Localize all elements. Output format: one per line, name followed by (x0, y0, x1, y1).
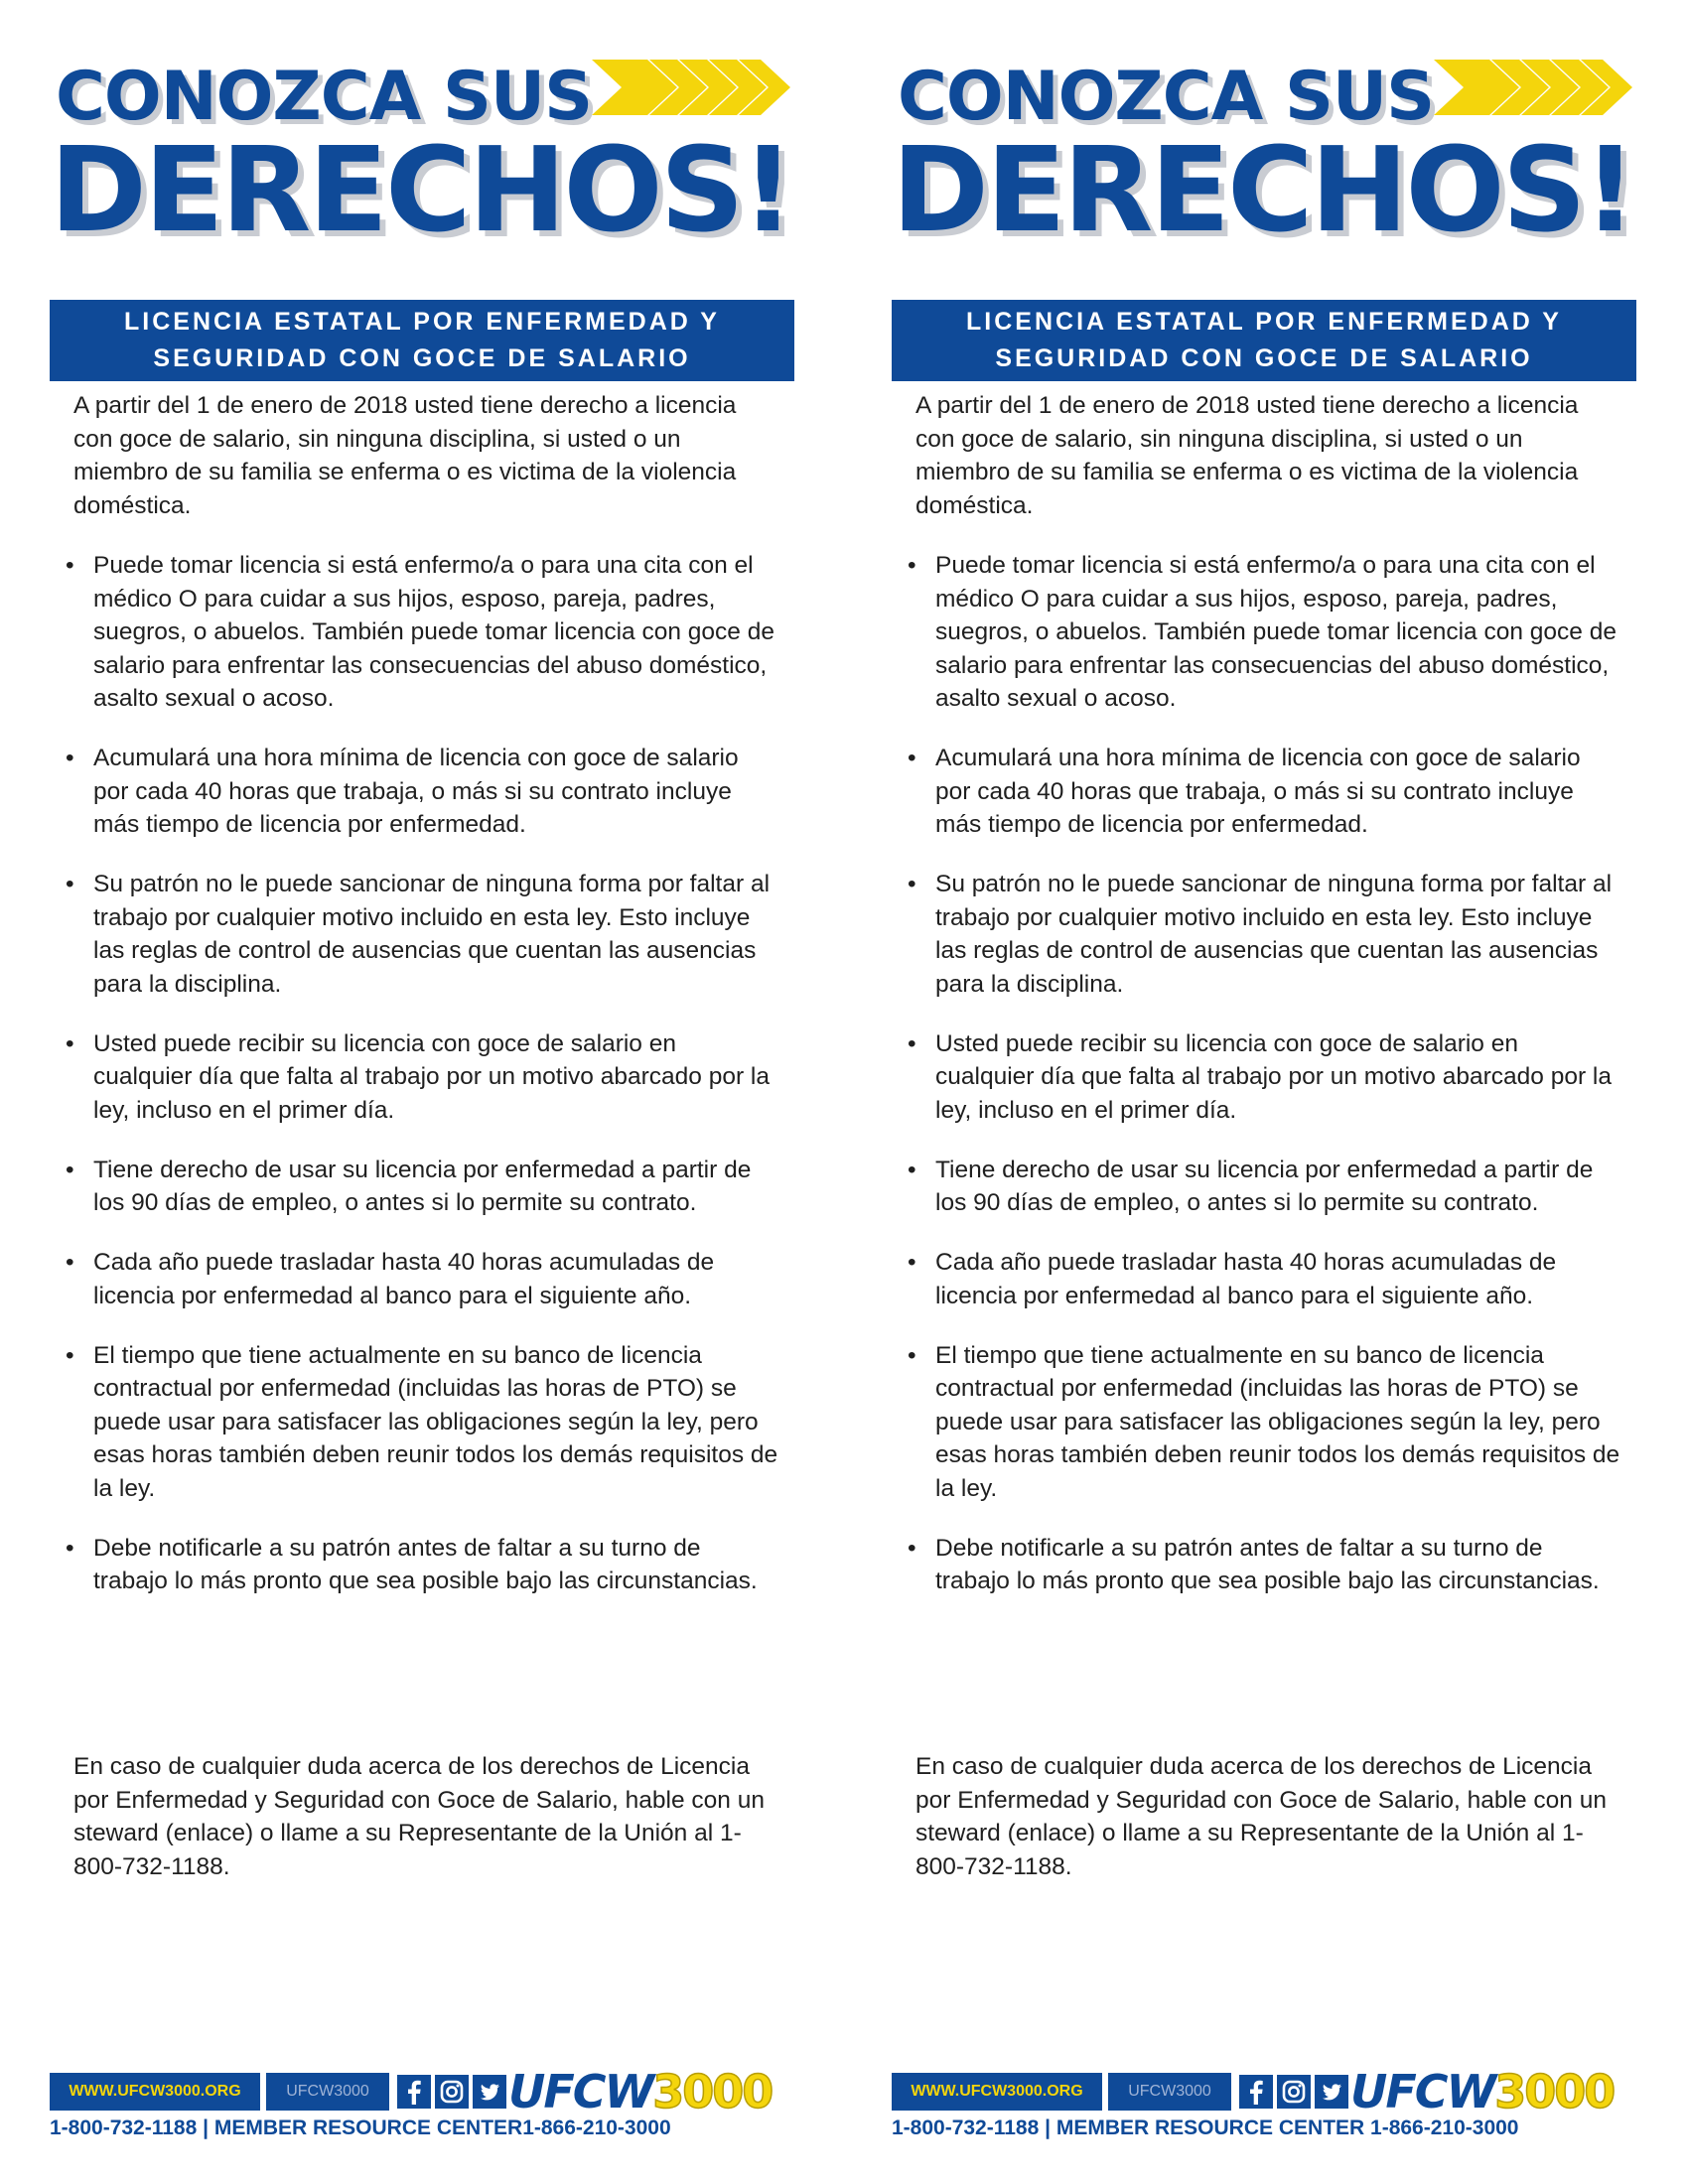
section-banner (892, 300, 1636, 381)
title-block (892, 50, 1636, 258)
contact-line: 1-800-732-1188 | MEMBER RESOURCE CENTER1-866-210-3000 (50, 2116, 671, 2139)
intro-paragraph: A partir del 1 de enero de 2018 usted tiene derecho a licencia con goce de salario, sin ninguna disciplina, si usted o un miembro de su familia se enferma o es victima de la violencia doméstica. (73, 392, 737, 519)
footer (892, 2065, 1636, 2142)
closing-paragraph: En caso de cualquier duda acerca de los derechos de Licencia por Enfermedad y Seguridad con Goce de Salario, hable con un steward (enlace) o llame a su Representante de la Unión al 1-800-732-1188. (915, 1753, 1607, 1880)
instagram-icon[interactable] (435, 2075, 469, 2109)
flyer-left (50, 0, 794, 2184)
triple-chevron-right-icon (1434, 60, 1636, 115)
list-item: • Acumulará una hora mínima de licencia con goce de salario por cada 40 horas que trabaja, o más si su contrato incluye más tiempo de licencia por enfermedad. (73, 742, 778, 842)
list-item: • Cada año puede trasladar hasta 40 horas acumuladas de licencia por enfermedad al banco para el siguiente año. (73, 1246, 778, 1312)
list-item: • El tiempo que tiene actualmente en su banco de licencia contractual por enfermedad (incluidas las horas de PTO) se puede usar para satisfacer las obligaciones según la ley, pero esas horas también deben reunir todos los demás requisitos de la ley. (915, 1339, 1620, 1506)
body-text (73, 389, 778, 1624)
twitter-icon[interactable] (1315, 2075, 1348, 2109)
logo-number: 3000 (1494, 2065, 1615, 2118)
list-item: • El tiempo que tiene actualmente en su banco de licencia contractual por enfermedad (incluidas las horas de PTO) se puede usar para satisfacer las obligaciones según la ley, pero esas horas también deben reunir todos los demás requisitos de la ley. (73, 1339, 778, 1506)
banner-line-1: LICENCIA ESTATAL POR ENFERMEDAD Y (966, 308, 1562, 336)
banner-line-1: LICENCIA ESTATAL POR ENFERMEDAD Y (124, 308, 720, 336)
intro-paragraph: A partir del 1 de enero de 2018 usted tiene derecho a licencia con goce de salario, sin ninguna disciplina, si usted o un miembro de su familia se enferma o es victima de la violencia doméstica. (915, 392, 1579, 519)
logo-number: 3000 (652, 2065, 773, 2118)
list-item: • Su patrón no le puede sancionar de ninguna forma por faltar al trabajo por cualquier motivo incluido en esta ley. Esto incluye las reglas de control de ausencias que cuentan las ausencias para la disciplina. (73, 868, 778, 1001)
ufcw-logo (1350, 2065, 1614, 2118)
logo-text: UFCW (1350, 2065, 1495, 2118)
list-item: • Su patrón no le puede sancionar de ninguna forma por faltar al trabajo por cualquier motivo incluido en esta ley. Esto incluye las reglas de control de ausencias que cuentan las ausencias para la disciplina. (915, 868, 1620, 1001)
list-item: • Tiene derecho de usar su licencia por enfermedad a partir de los 90 días de empleo, o antes si lo permite su contrato. (73, 1154, 778, 1220)
title-block (50, 50, 794, 258)
footer (50, 2065, 794, 2142)
section-banner (50, 300, 794, 381)
title-line-2: DERECHOS! (50, 121, 792, 258)
social-handle: UFCW3000 (1108, 2073, 1231, 2111)
title-line-1: CONOZCA SUS (56, 58, 593, 136)
list-item: • Puede tomar licencia si está enfermo/a o para una cita con el médico O para cuidar a sus hijos, esposo, pareja, padres, suegros, o abuelos. También puede tomar licencia con goce de salario para enfrentar las consecuencias del abuso doméstico, asalto sexual o acoso. (915, 549, 1620, 716)
list-item: • Debe notificarle a su patrón antes de faltar a su turno de trabajo lo más pronto que sea posible bajo las circunstancias. (73, 1532, 778, 1598)
banner-line-2: SEGURIDAD CON GOCE DE SALARIO (153, 344, 691, 372)
list-item: • Usted puede recibir su licencia con goce de salario en cualquier día que falta al trabajo por un motivo abarcado por la ley, incluso en el primer día. (73, 1027, 778, 1128)
rights-list (915, 549, 1620, 1598)
flyer-right (892, 0, 1636, 2184)
closing-paragraph: En caso de cualquier duda acerca de los derechos de Licencia por Enfermedad y Seguridad con Goce de Salario, hable con un steward (enlace) o llame a su Representante de la Unión al 1-800-732-1188. (73, 1753, 765, 1880)
facebook-icon[interactable] (1239, 2075, 1273, 2109)
title-line-2: DERECHOS! (892, 121, 1634, 258)
list-item: • Tiene derecho de usar su licencia por enfermedad a partir de los 90 días de empleo, o antes si lo permite su contrato. (915, 1154, 1620, 1220)
logo-text: UFCW (508, 2065, 653, 2118)
contact-line: 1-800-732-1188 | MEMBER RESOURCE CENTER 1-866-210-3000 (892, 2116, 1519, 2139)
instagram-icon[interactable] (1277, 2075, 1311, 2109)
banner-line-2: SEGURIDAD CON GOCE DE SALARIO (995, 344, 1533, 372)
title-line-1: CONOZCA SUS (898, 58, 1435, 136)
list-item: • Debe notificarle a su patrón antes de faltar a su turno de trabajo lo más pronto que sea posible bajo las circunstancias. (915, 1532, 1620, 1598)
ufcw-logo (508, 2065, 772, 2118)
website-link[interactable]: WWW.UFCW3000.ORG (892, 2073, 1102, 2111)
list-item: • Usted puede recibir su licencia con goce de salario en cualquier día que falta al trabajo por un motivo abarcado por la ley, incluso en el primer día. (915, 1027, 1620, 1128)
facebook-icon[interactable] (397, 2075, 431, 2109)
body-text (915, 389, 1620, 1624)
rights-list (73, 549, 778, 1598)
triple-chevron-right-icon (592, 60, 794, 115)
list-item: • Puede tomar licencia si está enfermo/a o para una cita con el médico O para cuidar a sus hijos, esposo, pareja, padres, suegros, o abuelos. También puede tomar licencia con goce de salario para enfrentar las consecuencias del abuso doméstico, asalto sexual o acoso. (73, 549, 778, 716)
list-item: • Acumulará una hora mínima de licencia con goce de salario por cada 40 horas que trabaja, o más si su contrato incluye más tiempo de licencia por enfermedad. (915, 742, 1620, 842)
social-handle: UFCW3000 (266, 2073, 389, 2111)
list-item: • Cada año puede trasladar hasta 40 horas acumuladas de licencia por enfermedad al banco para el siguiente año. (915, 1246, 1620, 1312)
website-link[interactable]: WWW.UFCW3000.ORG (50, 2073, 260, 2111)
twitter-icon[interactable] (473, 2075, 506, 2109)
